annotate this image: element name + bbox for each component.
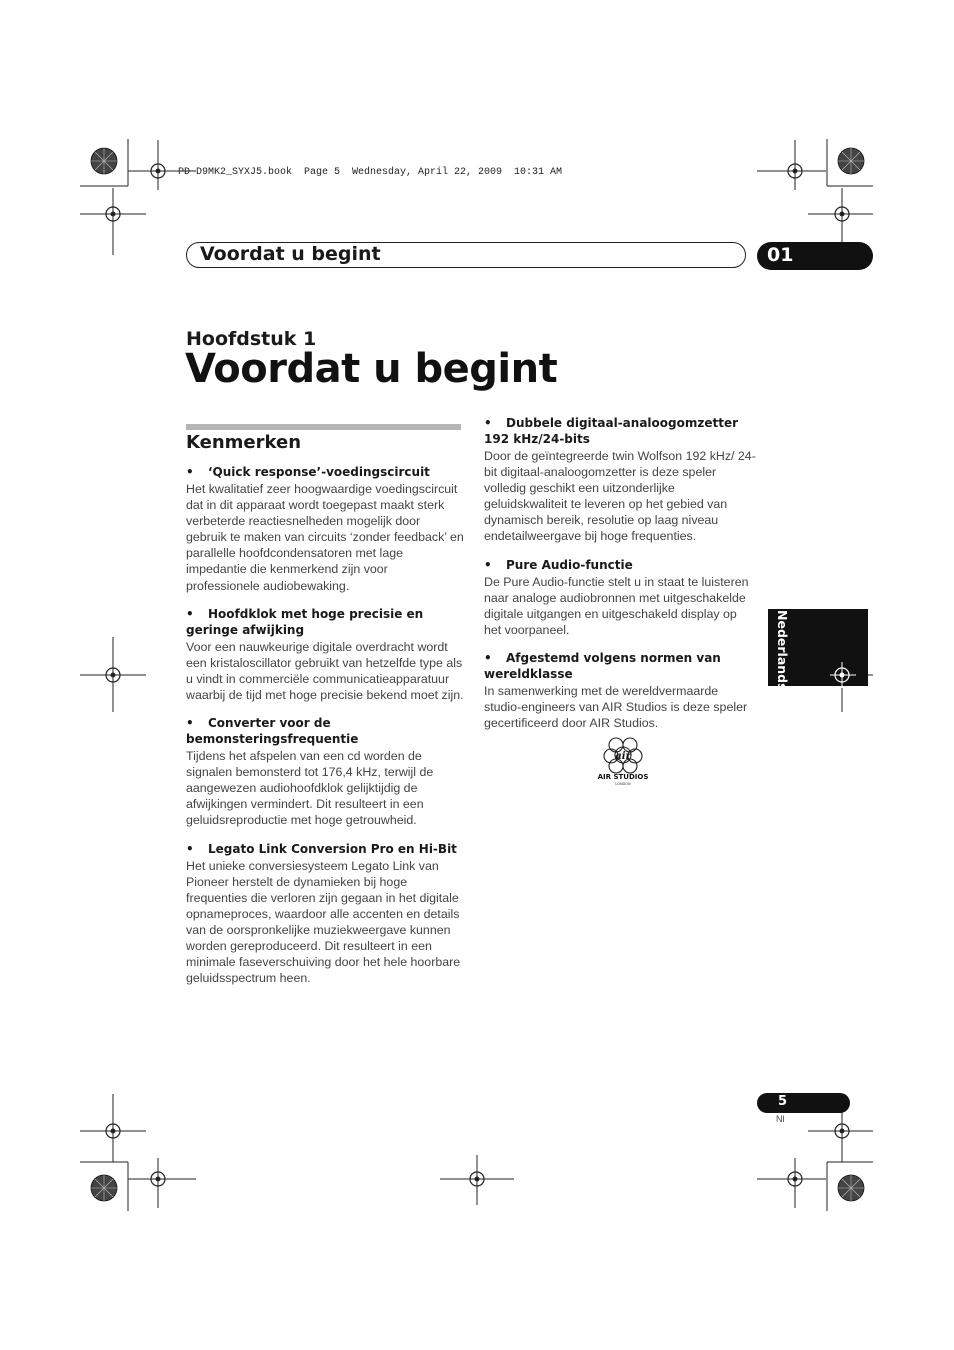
feature-item: [186, 606, 464, 703]
chapter-label: Hoofdstuk 1: [186, 328, 317, 350]
feature-title: Legato Link Conversion Pro en Hi-Bit: [208, 841, 457, 856]
registration-mark-icon: [830, 662, 856, 688]
feature-title: Dubbele digitaal-analoogomzetter 192 kHz/24-bits: [484, 416, 739, 446]
feature-body: Voor een nauwkeurige digitale overdracht wordt een kristaloscillator gebruikt van hetzelfde type als u vindt in commerciële communicatieapparatuur waarbij de tijd met hoge precisie bekend moet zijn.: [186, 639, 464, 702]
bullet: •: [186, 606, 194, 621]
feature-column-right: [484, 415, 756, 743]
feature-item: [484, 557, 756, 638]
feature-body: Tijdens het afspelen van een cd worden de signalen bemonsterd tot 176,4 kHz, terwijl de aangewezen audiohoofdklok gelijktijdig de afwijkingen vermindert. Dit resulteert in een geluidsreproductie met hoge getrouwheid.: [186, 749, 434, 828]
feature-item: [186, 715, 464, 828]
page-number-badge: [757, 1093, 850, 1113]
logo-name: AIR STUDIOS: [597, 773, 649, 781]
language-tab-label: Nederlands: [775, 610, 790, 691]
feature-body: Het unieke conversiesysteem Legato Link van Pioneer herstelt de dynamieken bij hoge frequenties die verloren zijn gegaan in het digitale opnameproces, waardoor alle accenten en details van de oorspronkelijke muziekweergave kunnen worden gereproduceerd. Dit resulteert in een minimale faseverschuiving door het hele hoorbare geluidsspectrum heen.: [186, 858, 461, 986]
section-title: Kenmerken: [186, 432, 302, 453]
feature-item: [186, 841, 464, 987]
bullet: •: [186, 716, 194, 731]
print-metadata-line: PD-D9MK2_SYXJ5.book Page 5 Wednesday, April 22, 2009 10:31 AM: [178, 167, 563, 178]
language-tab-label-wrap: [775, 610, 790, 691]
bullet: •: [484, 416, 492, 430]
chapter-number: 01: [767, 244, 794, 266]
feature-body: In samenwerking met de wereldvermaarde studio-engineers van AIR Studios is deze speler gecertificeerd door AIR Studios.: [484, 683, 748, 731]
feature-column-left: [186, 464, 464, 998]
feature-body: Door de geïntegreerde twin Wolfson 192 kHz/ 24-bit digitaal-analoogomzetter is deze speler volledig geschikt een uitzonderlijke geluidskwaliteit te leveren op het gebied van dynamisch bereik, resolutie op laag niveau endetailweergave bij hoge frequenties.: [484, 449, 756, 544]
header-title: Voordat u begint: [200, 243, 381, 265]
bullet: •: [186, 465, 194, 479]
feature-item: [186, 464, 464, 594]
page-number: 5: [778, 1094, 788, 1109]
air-studios-logo: [596, 733, 650, 787]
logo-mark: air: [615, 751, 631, 762]
section-divider: [186, 424, 461, 430]
feature-body: De Pure Audio-functie stelt u in staat te luisteren naar analoge audiobronnen met uitgeschakelde digitale uitgangen en uitgeschakeld display op het voorpaneel.: [484, 574, 749, 637]
bullet: •: [186, 841, 194, 856]
feature-title: Pure Audio-functie: [506, 557, 633, 572]
feature-title: Hoofdklok met hoge precisie en geringe afwijking: [186, 606, 424, 637]
bullet: •: [484, 650, 492, 665]
feature-body: Het kwalitatief zeer hoogwaardige voedingscircuit dat in dit apparaat wordt toegepast maakt sterk verbeterde reactiesnelheden mogelijk door gebruik te maken van circuits ‘zonder feedback’ en parallelle hoofdcondensatoren met lage impedantie die kenmerkend zijn voor professionele audiobewaking.: [186, 482, 464, 593]
feature-title: Converter voor de bemonsteringsfrequentie: [186, 716, 359, 747]
feature-title: Afgestemd volgens normen van wereldklasse: [484, 650, 721, 681]
bullet: •: [484, 557, 492, 572]
page-title: Voordat u begint: [185, 346, 558, 392]
feature-title: ‘Quick response’-voedingscircuit: [208, 465, 430, 479]
feature-item: [484, 650, 756, 731]
page-language-code: Nl: [776, 1114, 785, 1124]
logo-city: LONDON: [615, 782, 631, 786]
feature-item: [484, 415, 756, 545]
